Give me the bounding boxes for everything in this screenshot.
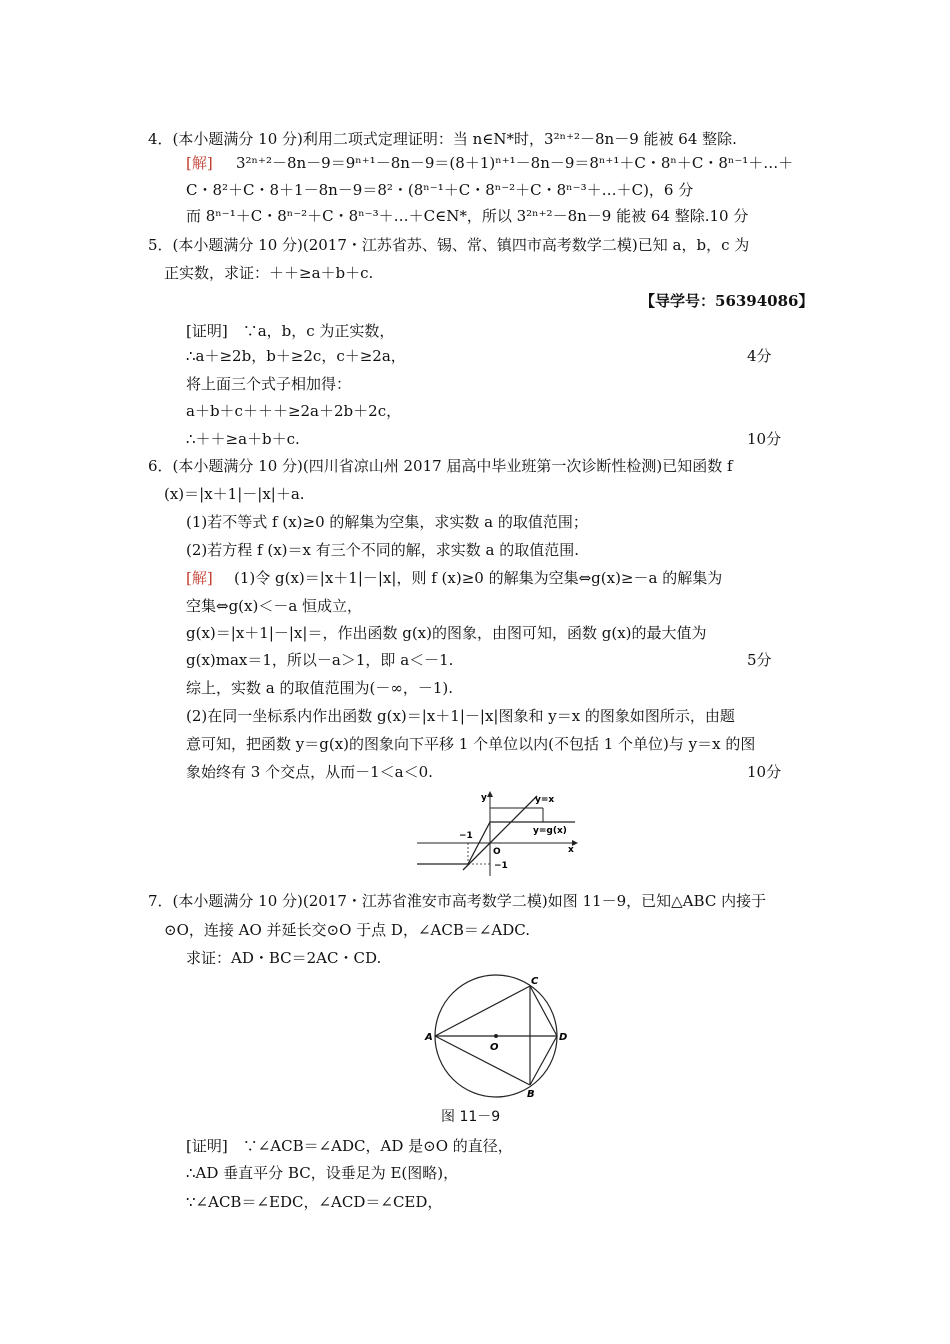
problem-6-part-2: (2)若方程 f (x)＝x 有三个不同的解，求实数 a 的取值范围. [186,541,579,559]
origin-label: O [493,847,501,857]
problem-6-solution-1: (1)令 g(x)＝|x＋1|－|x|，则 f (x)≥0 的解集为空集⇔g(x)≥－a 的解集为 [234,569,723,587]
line-yx-label: y=x [535,795,555,805]
score-10-b: 10分 [747,763,782,781]
problem-4-solution-line-3: 而 8ⁿ⁻¹＋C・8ⁿ⁻²＋C・8ⁿ⁻³＋…＋C∈N*，所以 3²ⁿ⁺²－8n－9 能被 64 整除.10 分 [186,207,749,225]
problem-6-solution-5: 综上，实数 a 的取值范围为(－∞，－1). [186,679,453,697]
function-graph [415,788,585,878]
neg-one-y-label: −1 [494,861,508,871]
line-gx-label: y=g(x) [533,826,567,836]
problem-6-solution-6: (2)在同一坐标系内作出函数 g(x)＝|x＋1|－|x|图象和 y＝x 的图象如图所示，由题 [186,707,735,725]
score-4: 4分 [747,347,772,365]
x-axis-label: x [568,845,574,855]
guide-number: 【导学号：56394086】 [640,292,814,310]
problem-7-statement-1: 7．(本小题满分 10 分)(2017・江苏省淮安市高考数学二模)如图 11－9，已知△ABC 内接于 [148,892,767,910]
problem-6-solution-7: 意可知，把函数 y＝g(x)的图象向下平移 1 个单位以内(不包括 1 个单位)与 y＝x 的图 [186,735,756,753]
label-a: A [425,1032,433,1043]
segment-cd [530,986,557,1036]
y-axis-label: y [481,793,487,803]
problem-5-proof-1: [证明] ∵a，b，c 为正实数， [186,322,395,340]
problem-6-solution-2: 空集⇔g(x)＜－a 恒成立， [186,597,363,615]
segment-ab [435,1036,530,1085]
problem-5-proof-5: ∴＋＋≥a＋b＋c. [186,430,300,448]
figure-caption: 图 11－9 [441,1109,501,1125]
center-point [494,1034,498,1038]
score-5: 5分 [747,651,772,669]
neg-one-x-label: −1 [459,831,473,841]
segment-ac [435,986,530,1036]
problem-4-solution-line-1: 3²ⁿ⁺²－8n－9＝9ⁿ⁺¹－8n－9＝(8＋1)ⁿ⁺¹－8n－9＝8ⁿ⁺¹＋C・8ⁿ＋C・8ⁿ⁻¹＋…＋ [236,154,794,172]
problem-5-proof-4: a＋b＋c＋＋＋≥2a＋2b＋2c， [186,402,402,420]
problem-7-proof-3: ∵∠ACB＝∠EDC，∠ACD＝∠CED， [186,1193,443,1211]
problem-6-solution-4: g(x)max＝1，所以－a＞1，即 a＜－1. [186,651,454,669]
problem-7-statement-2: ⊙O，连接 AO 并延长交⊙O 于点 D，∠ACB＝∠ADC. [164,921,530,939]
problem-6-statement-1: 6．(本小题满分 10 分)(四川省凉山州 2017 届高中毕业班第一次诊断性检测)已知函数 f [148,457,733,475]
label-c: C [531,976,539,987]
problem-7-proof-1: [证明] ∵∠ACB＝∠ADC，AD 是⊙O 的直径， [186,1137,513,1155]
circle-figure [420,970,580,1100]
problem-6-statement-2: (x)＝|x＋1|－|x|＋a. [164,485,305,503]
segment-bd [530,1036,557,1085]
problem-5-proof-2: ∴a＋≥2b，b＋≥2c，c＋≥2a， [186,347,406,365]
problem-6-part-1: (1)若不等式 f (x)≥0 的解集为空集，求实数 a 的取值范围； [186,513,588,531]
solution-tag: [解] [186,154,213,172]
problem-7-statement-3: 求证：AD・BC＝2AC・CD. [186,949,382,967]
problem-4-solution-line-2: C・8²＋C・8＋1－8n－9＝8²・(8ⁿ⁻¹＋C・8ⁿ⁻²＋C・8ⁿ⁻³＋…＋C)，6 分 [186,181,694,199]
problem-5-statement-2: 正实数，求证：＋＋≥a＋b＋c. [164,264,374,282]
problem-7-proof-2: ∴AD 垂直平分 BC，设垂足为 E(图略)， [186,1164,459,1182]
solution-tag: [解] [186,569,213,587]
problem-6-solution-3: g(x)＝|x＋1|－|x|＝，作出函数 g(x)的图象，由图可知，函数 g(x)的最大值为 [186,624,707,642]
label-b: B [527,1089,535,1100]
problem-5-statement-1: 5．(本小题满分 10 分)(2017・江苏省苏、锡、常、镇四市高考数学二模)已知 a，b，c 为 [148,236,750,254]
score-10-a: 10分 [747,430,782,448]
problem-5-proof-3: 将上面三个式子相加得： [186,375,352,393]
label-o: O [490,1042,499,1053]
line-y-equals-x [463,796,537,870]
problem-6-solution-8: 象始终有 3 个交点，从而－1＜a＜0. [186,763,433,781]
problem-4-statement: 4．(本小题满分 10 分)利用二项式定理证明：当 n∈N*时，3²ⁿ⁺²－8n－9 能被 64 整除. [148,130,737,148]
label-d: D [559,1032,568,1043]
